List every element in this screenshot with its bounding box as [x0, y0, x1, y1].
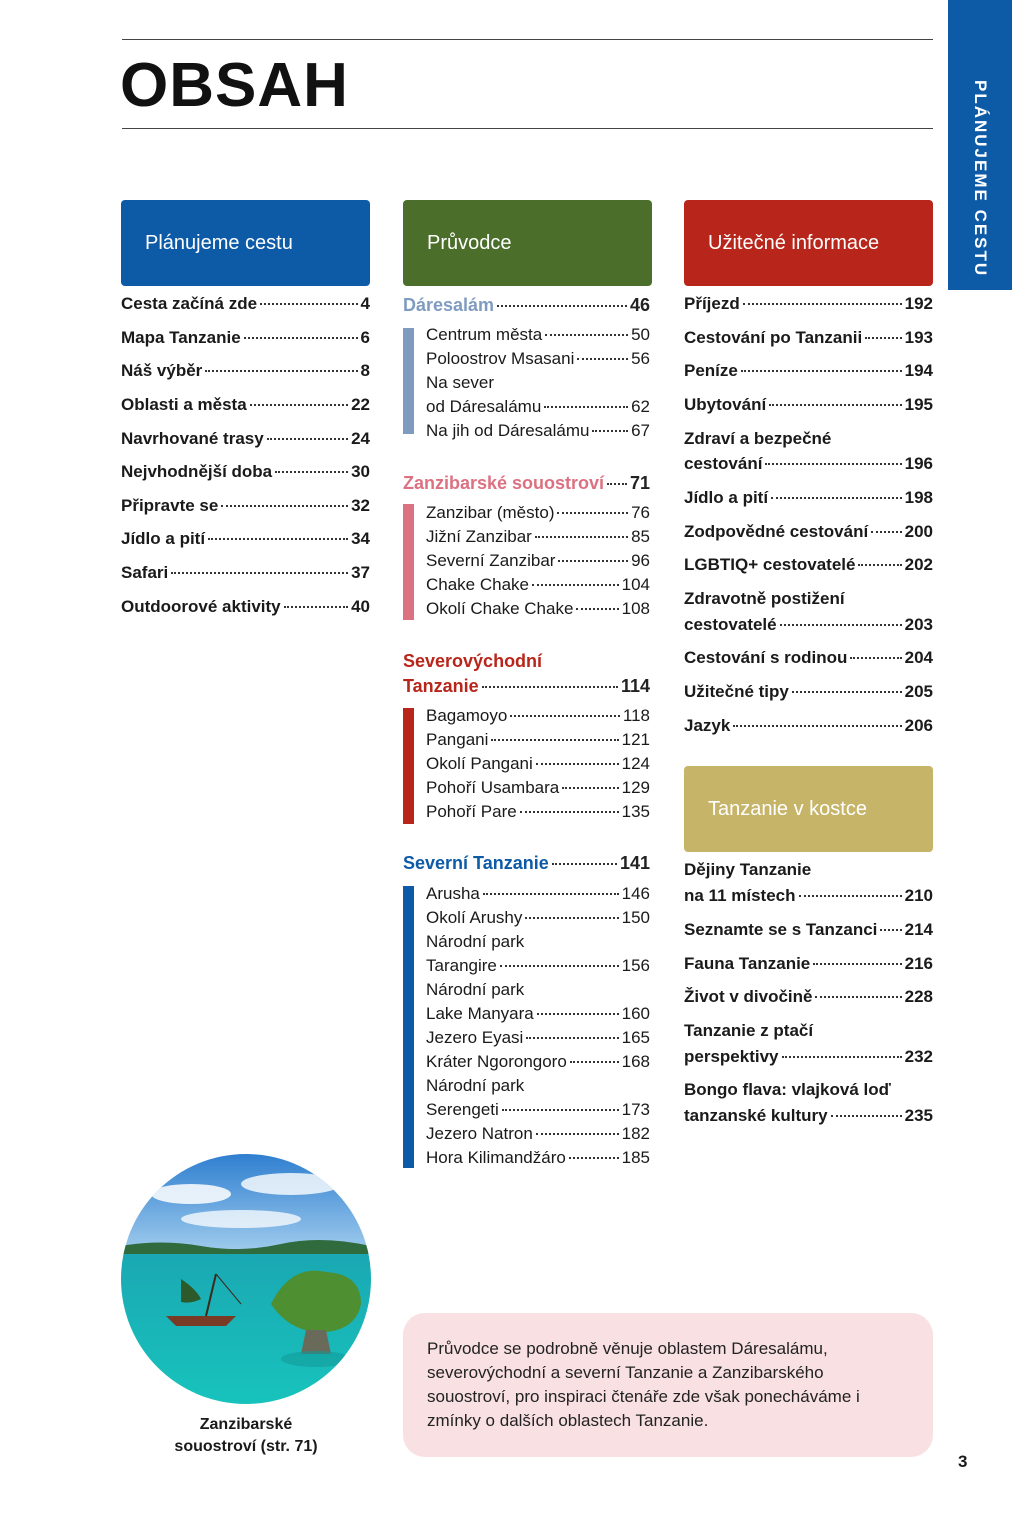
toc-entry[interactable]: od Dáresalámu 62 [426, 397, 650, 416]
toc-entry[interactable]: Peníze 194 [684, 361, 933, 380]
toc-entry[interactable]: Připravte se 32 [121, 496, 370, 515]
toc-entry[interactable]: Jezero Natron 182 [426, 1124, 650, 1143]
header-tanzania-overview: Tanzanie v kostce [684, 766, 933, 852]
side-section-tab [948, 0, 1012, 290]
toc-entry[interactable]: Severní Zanzibar 96 [426, 551, 650, 570]
toc-entry-line1: Národní park [426, 932, 525, 951]
toc-entry[interactable]: Jižní Zanzibar 85 [426, 527, 650, 546]
section-northeast-line1: Severovýchodní [403, 651, 543, 671]
toc-entry[interactable]: Chake Chake 104 [426, 575, 650, 594]
toc-entry-line1: Bongo flava: vlajková loď [684, 1080, 891, 1099]
toc-entry[interactable]: perspektivy 232 [684, 1047, 933, 1066]
toc-entry[interactable]: cestování 196 [684, 454, 933, 473]
toc-entry[interactable]: na 11 místech 210 [684, 886, 933, 905]
toc-entry-line1: Zdravotně postižení [684, 589, 845, 608]
zanzibar-photo [121, 1154, 371, 1404]
section-bar-daresalam [403, 328, 414, 434]
section-north[interactable]: Severní Tanzanie 141 [403, 853, 650, 873]
toc-entry[interactable]: Serengeti 173 [426, 1100, 650, 1119]
toc-entry[interactable]: Tarangire 156 [426, 956, 650, 975]
header-planning: Plánujeme cestu [121, 200, 370, 286]
section-bar-northeast [403, 708, 414, 824]
toc-entry-line1: Dějiny Tanzanie [684, 860, 812, 879]
toc-entry[interactable]: Outdoorové aktivity 40 [121, 597, 370, 616]
top-rule [122, 39, 933, 40]
toc-entry[interactable]: Arusha 146 [426, 884, 650, 903]
zanzibar-photo-illustration [121, 1154, 371, 1404]
toc-entry[interactable]: Jídlo a pití 34 [121, 529, 370, 548]
toc-entry[interactable]: Cestování po Tanzanii 193 [684, 328, 933, 347]
toc-entry[interactable]: Zanzibar (město) 76 [426, 503, 650, 522]
photo-caption-line2: souostroví (str. 71) [174, 1438, 318, 1455]
toc-entry[interactable]: Náš výběr 8 [121, 361, 370, 380]
toc-entry[interactable]: Safari 37 [121, 563, 370, 582]
page-number: 3 [958, 1452, 968, 1471]
toc-entry[interactable]: Jezero Eyasi 165 [426, 1028, 650, 1047]
info-note [403, 1313, 933, 1457]
toc-entry[interactable]: Hora Kilimandžáro 185 [426, 1148, 650, 1167]
toc-entry[interactable]: Zodpovědné cestování 200 [684, 522, 933, 541]
toc-entry[interactable]: Užitečné tipy 205 [684, 682, 933, 701]
toc-entry[interactable]: Život v divočině 228 [684, 987, 933, 1006]
toc-entry[interactable]: Seznamte se s Tanzanci 214 [684, 920, 933, 939]
toc-entry[interactable]: Centrum města 50 [426, 325, 650, 344]
photo-caption-line1: Zanzibarské [199, 1416, 293, 1433]
section-zanzibar[interactable]: Zanzibarské souostroví 71 [403, 473, 650, 493]
toc-entry[interactable]: Pohoří Usambara 129 [426, 778, 650, 797]
toc-entry[interactable]: Poloostrov Msasani 56 [426, 349, 650, 368]
section-northeast[interactable]: Tanzanie 114 [403, 676, 650, 696]
toc-entry[interactable]: Okolí Pangani 124 [426, 754, 650, 773]
toc-entry-line1: Národní park [426, 1076, 525, 1095]
side-tab-label: PLÁNUJEME CESTU [971, 80, 990, 278]
toc-entry[interactable]: Kráter Ngorongoro 168 [426, 1052, 650, 1071]
toc-entry[interactable]: Pangani 121 [426, 730, 650, 749]
header-guide: Průvodce [403, 200, 652, 286]
section-daresalam[interactable]: Dáresalám 46 [403, 295, 650, 315]
photo-caption [121, 1414, 371, 1458]
toc-entry[interactable]: Okolí Chake Chake 108 [426, 599, 650, 618]
toc-entry[interactable]: Na jih od Dáresalámu 67 [426, 421, 650, 440]
toc-entry[interactable]: Navrhované trasy 24 [121, 429, 370, 448]
toc-entry[interactable]: Ubytování 195 [684, 395, 933, 414]
toc-entry[interactable]: tanzanské kultury 235 [684, 1106, 933, 1125]
toc-entry[interactable]: Pohoří Pare 135 [426, 802, 650, 821]
toc-entry-line1: Zdraví a bezpečné [684, 429, 832, 448]
info-note-text: Průvodce se podrobně věnuje oblastem Dáresalámu, severovýchodní a severní Tanzanie a Zanzibarského souostroví, pro inspiraci čtenáře zde však ponecháváme i zmínky o dalších oblastech Tanzanie. [427, 1339, 860, 1430]
header-useful-info: Užitečné informace [684, 200, 933, 286]
toc-entry-line1: Na sever [426, 373, 495, 392]
section-bar-zanzibar [403, 504, 414, 620]
toc-entry[interactable]: Nejvhodnější doba 30 [121, 462, 370, 481]
toc-entry[interactable]: Bagamoyo 118 [426, 706, 650, 725]
toc-entry[interactable]: Cesta začíná zde 4 [121, 294, 370, 313]
section-bar-north [403, 886, 414, 1168]
toc-entry[interactable]: LGBTIQ+ cestovatelé 202 [684, 555, 933, 574]
toc-entry[interactable]: Oblasti a města 22 [121, 395, 370, 414]
toc-entry[interactable]: Cestování s rodinou 204 [684, 648, 933, 667]
toc-entry[interactable]: cestovatelé 203 [684, 615, 933, 634]
toc-entry[interactable]: Jídlo a pití 198 [684, 488, 933, 507]
toc-entry-line1: Národní park [426, 980, 525, 999]
toc-entry[interactable]: Příjezd 192 [684, 294, 933, 313]
toc-entry-line1: Tanzanie z ptačí [684, 1021, 814, 1040]
toc-entry[interactable]: Jazyk 206 [684, 716, 933, 735]
page-title: OBSAH [120, 51, 349, 120]
toc-entry[interactable]: Mapa Tanzanie 6 [121, 328, 370, 347]
toc-entry[interactable]: Fauna Tanzanie 216 [684, 954, 933, 973]
toc-entry[interactable]: Lake Manyara 160 [426, 1004, 650, 1023]
toc-entry[interactable]: Okolí Arushy 150 [426, 908, 650, 927]
title-rule [122, 128, 933, 129]
